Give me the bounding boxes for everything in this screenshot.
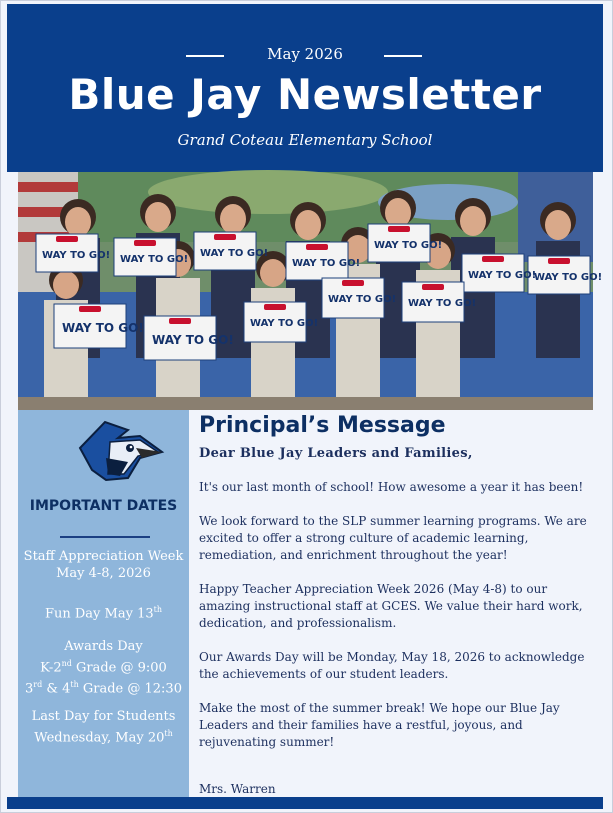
newsletter-header — [7, 4, 603, 172]
important-dates-sidebar — [18, 410, 189, 798]
message-paragraph: Make the most of the summer break! We hope our Blue Jay Leaders and their families have a restful, joyous, and rejuvenating summer! — [199, 701, 560, 749]
message-paragraph: It's our last month of school! How awesome a year it has been! — [199, 480, 584, 494]
message-title: Principal’s Message — [199, 413, 446, 438]
important-dates-heading: IMPORTANT DATES — [29, 498, 178, 514]
message-paragraph: Happy Teacher Appreciation Week 2026 (May 4-8) to our amazing instructional staff at GCES. We value their hard work, dedication, and professionalism. — [199, 582, 583, 630]
message-paragraph: We look forward to the SLP summer learning programs. We are excited to offer a strong culture of academic learning, remediation, and enrichment throughout the year! — [199, 514, 587, 562]
svg-text:WAY TO GO!: WAY TO GO! — [328, 294, 397, 305]
newsletter-title: Blue Jay Newsletter — [68, 70, 542, 119]
date-staff-appreciation: Staff Appreciation Week May 4-8, 2026 — [23, 549, 184, 581]
svg-text:WAY TO GO!: WAY TO GO! — [534, 272, 603, 283]
svg-text:WAY TO GO!: WAY TO GO! — [250, 318, 319, 329]
class-photo — [18, 172, 603, 410]
salutation: Dear Blue Jay Leaders and Families, — [199, 446, 473, 461]
svg-text:WAY TO GO!: WAY TO GO! — [152, 333, 234, 347]
class-photo-illustration — [18, 172, 603, 410]
footer-bar — [7, 797, 603, 809]
message-paragraph: Our Awards Day will be Monday, May 18, 2026 to acknowledge the achievements of our student leaders. — [199, 650, 585, 681]
signature: Mrs. Warren — [199, 782, 276, 796]
date-last-day: Last Day for Students Wednesday, May 20th — [31, 709, 176, 746]
dates-divider — [60, 536, 150, 538]
svg-text:WAY TO GO!: WAY TO GO! — [374, 240, 443, 251]
header-divider-right — [384, 55, 422, 57]
date-fun-day: Fun Day May 13th — [44, 605, 162, 622]
school-name: Grand Coteau Elementary School — [177, 131, 433, 149]
svg-text:WAY TO GO!: WAY TO GO! — [292, 258, 361, 269]
issue-month: May 2026 — [267, 45, 343, 63]
svg-text:WAY TO GO!: WAY TO GO! — [468, 270, 537, 281]
svg-text:WAY TO GO!: WAY TO GO! — [120, 254, 189, 265]
svg-text:WAY TO GO!: WAY TO GO! — [200, 248, 269, 259]
date-awards-day: Awards Day K-2nd Grade @ 9:00 3rd & 4th Grade @ 12:30 — [25, 639, 182, 697]
svg-text:WAY TO GO!: WAY TO GO! — [62, 321, 144, 335]
svg-text:WAY TO GO!: WAY TO GO! — [42, 250, 111, 261]
svg-text:WAY TO GO!: WAY TO GO! — [408, 298, 477, 309]
blue-jay-mascot-icon — [70, 418, 164, 484]
